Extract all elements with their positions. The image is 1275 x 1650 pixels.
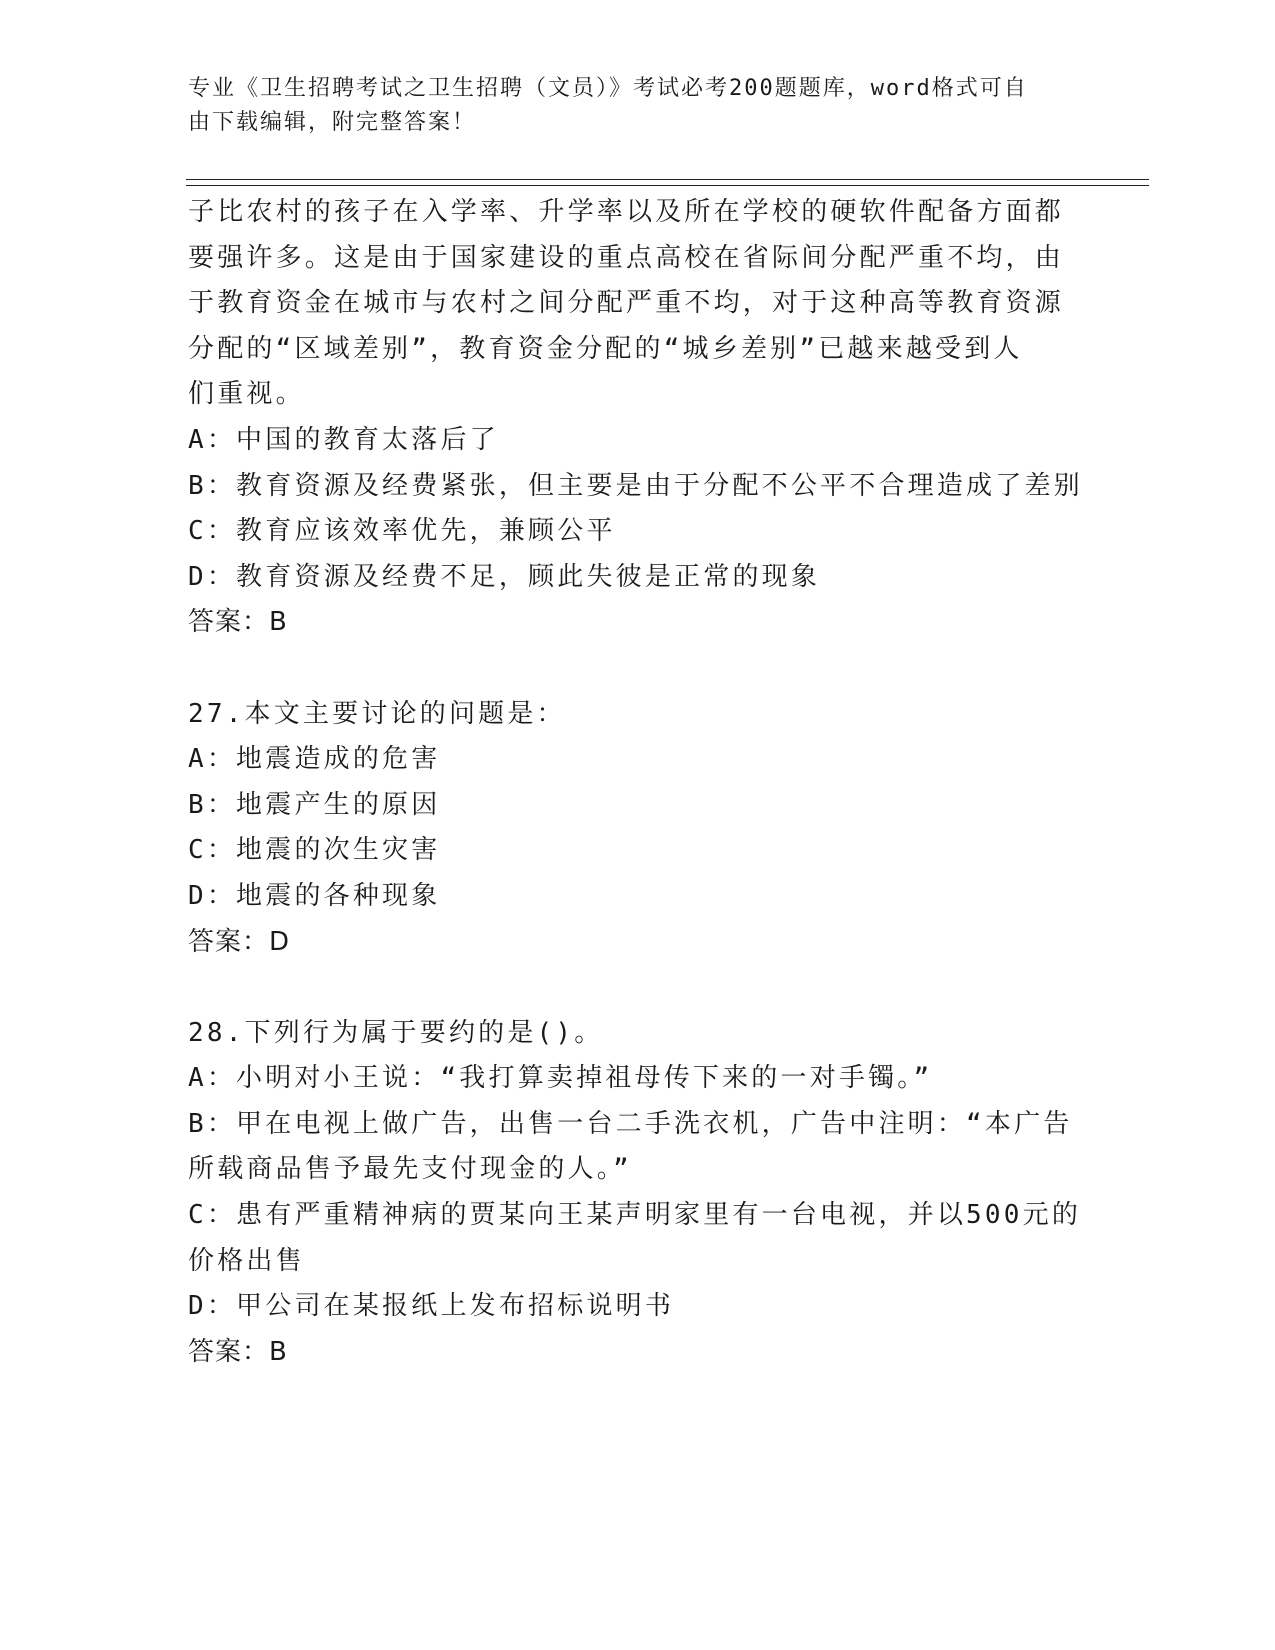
question-text: 27.本文主要讨论的问题是： bbox=[188, 698, 566, 729]
spacer bbox=[188, 646, 1088, 692]
option-d: D：教育资源及经费不足，顾此失彼是正常的现象 bbox=[188, 561, 821, 592]
header-line-1: 专业《卫生招聘考试之卫生招聘（文员）》考试必考200题题库，word格式可自 bbox=[188, 76, 1028, 101]
question-27 bbox=[188, 692, 1088, 966]
spacer bbox=[188, 965, 1088, 1011]
option-b: B：甲在电视上做广告，出售一台二手洗衣机，广告中注明：“本广告 bbox=[188, 1108, 1073, 1139]
option-c-continued: 价格出售 bbox=[188, 1245, 305, 1276]
option-a: A：小明对小王说：“我打算卖掉祖母传下来的一对手镯。” bbox=[188, 1063, 933, 1094]
option-c: C：教育应该效率优先，兼顾公平 bbox=[188, 516, 616, 547]
question-26-continued bbox=[188, 190, 1088, 646]
answer-label: 答案：B bbox=[188, 607, 288, 638]
option-d: D：甲公司在某报纸上发布招标说明书 bbox=[188, 1291, 675, 1322]
option-a: A：中国的教育太落后了 bbox=[188, 424, 499, 455]
answer-label: 答案：D bbox=[188, 926, 291, 957]
passage-line: 要强许多。这是由于国家建设的重点高校在省际间分配严重不均，由 bbox=[188, 242, 1065, 273]
option-d: D：地震的各种现象 bbox=[188, 880, 441, 911]
question-28 bbox=[188, 1011, 1088, 1376]
option-b: B：教育资源及经费紧张，但主要是由于分配不公平不合理造成了差别 bbox=[188, 470, 1083, 501]
option-c: C：患有严重精神病的贾某向王某声明家里有一台电视，并以500元的 bbox=[188, 1200, 1082, 1231]
document-body bbox=[188, 190, 1088, 1375]
question-text: 28.下列行为属于要约的是()。 bbox=[188, 1017, 604, 1048]
passage-line: 子比农村的孩子在入学率、升学率以及所在学校的硬软件配备方面都 bbox=[188, 197, 1065, 227]
header-divider-top bbox=[186, 179, 1149, 180]
option-b: B：地震产生的原因 bbox=[188, 789, 441, 820]
option-a: A：地震造成的危害 bbox=[188, 744, 441, 775]
header-line-2: 由下载编辑，附完整答案！ bbox=[188, 110, 477, 135]
passage-line: 们重视。 bbox=[188, 379, 305, 410]
passage-line: 分配的“区域差别”，教育资金分配的“城乡差别”已越来越受到人 bbox=[188, 333, 1023, 364]
passage-line: 于教育资金在城市与农村之间分配严重不均，对于这种高等教育资源 bbox=[188, 288, 1065, 319]
option-b-continued: 所载商品售予最先支付现金的人。” bbox=[188, 1154, 632, 1185]
header-divider-bottom bbox=[186, 185, 1149, 186]
option-c: C：地震的次生灾害 bbox=[188, 835, 441, 866]
answer-label: 答案：B bbox=[188, 1336, 288, 1367]
document-header bbox=[188, 72, 1068, 140]
